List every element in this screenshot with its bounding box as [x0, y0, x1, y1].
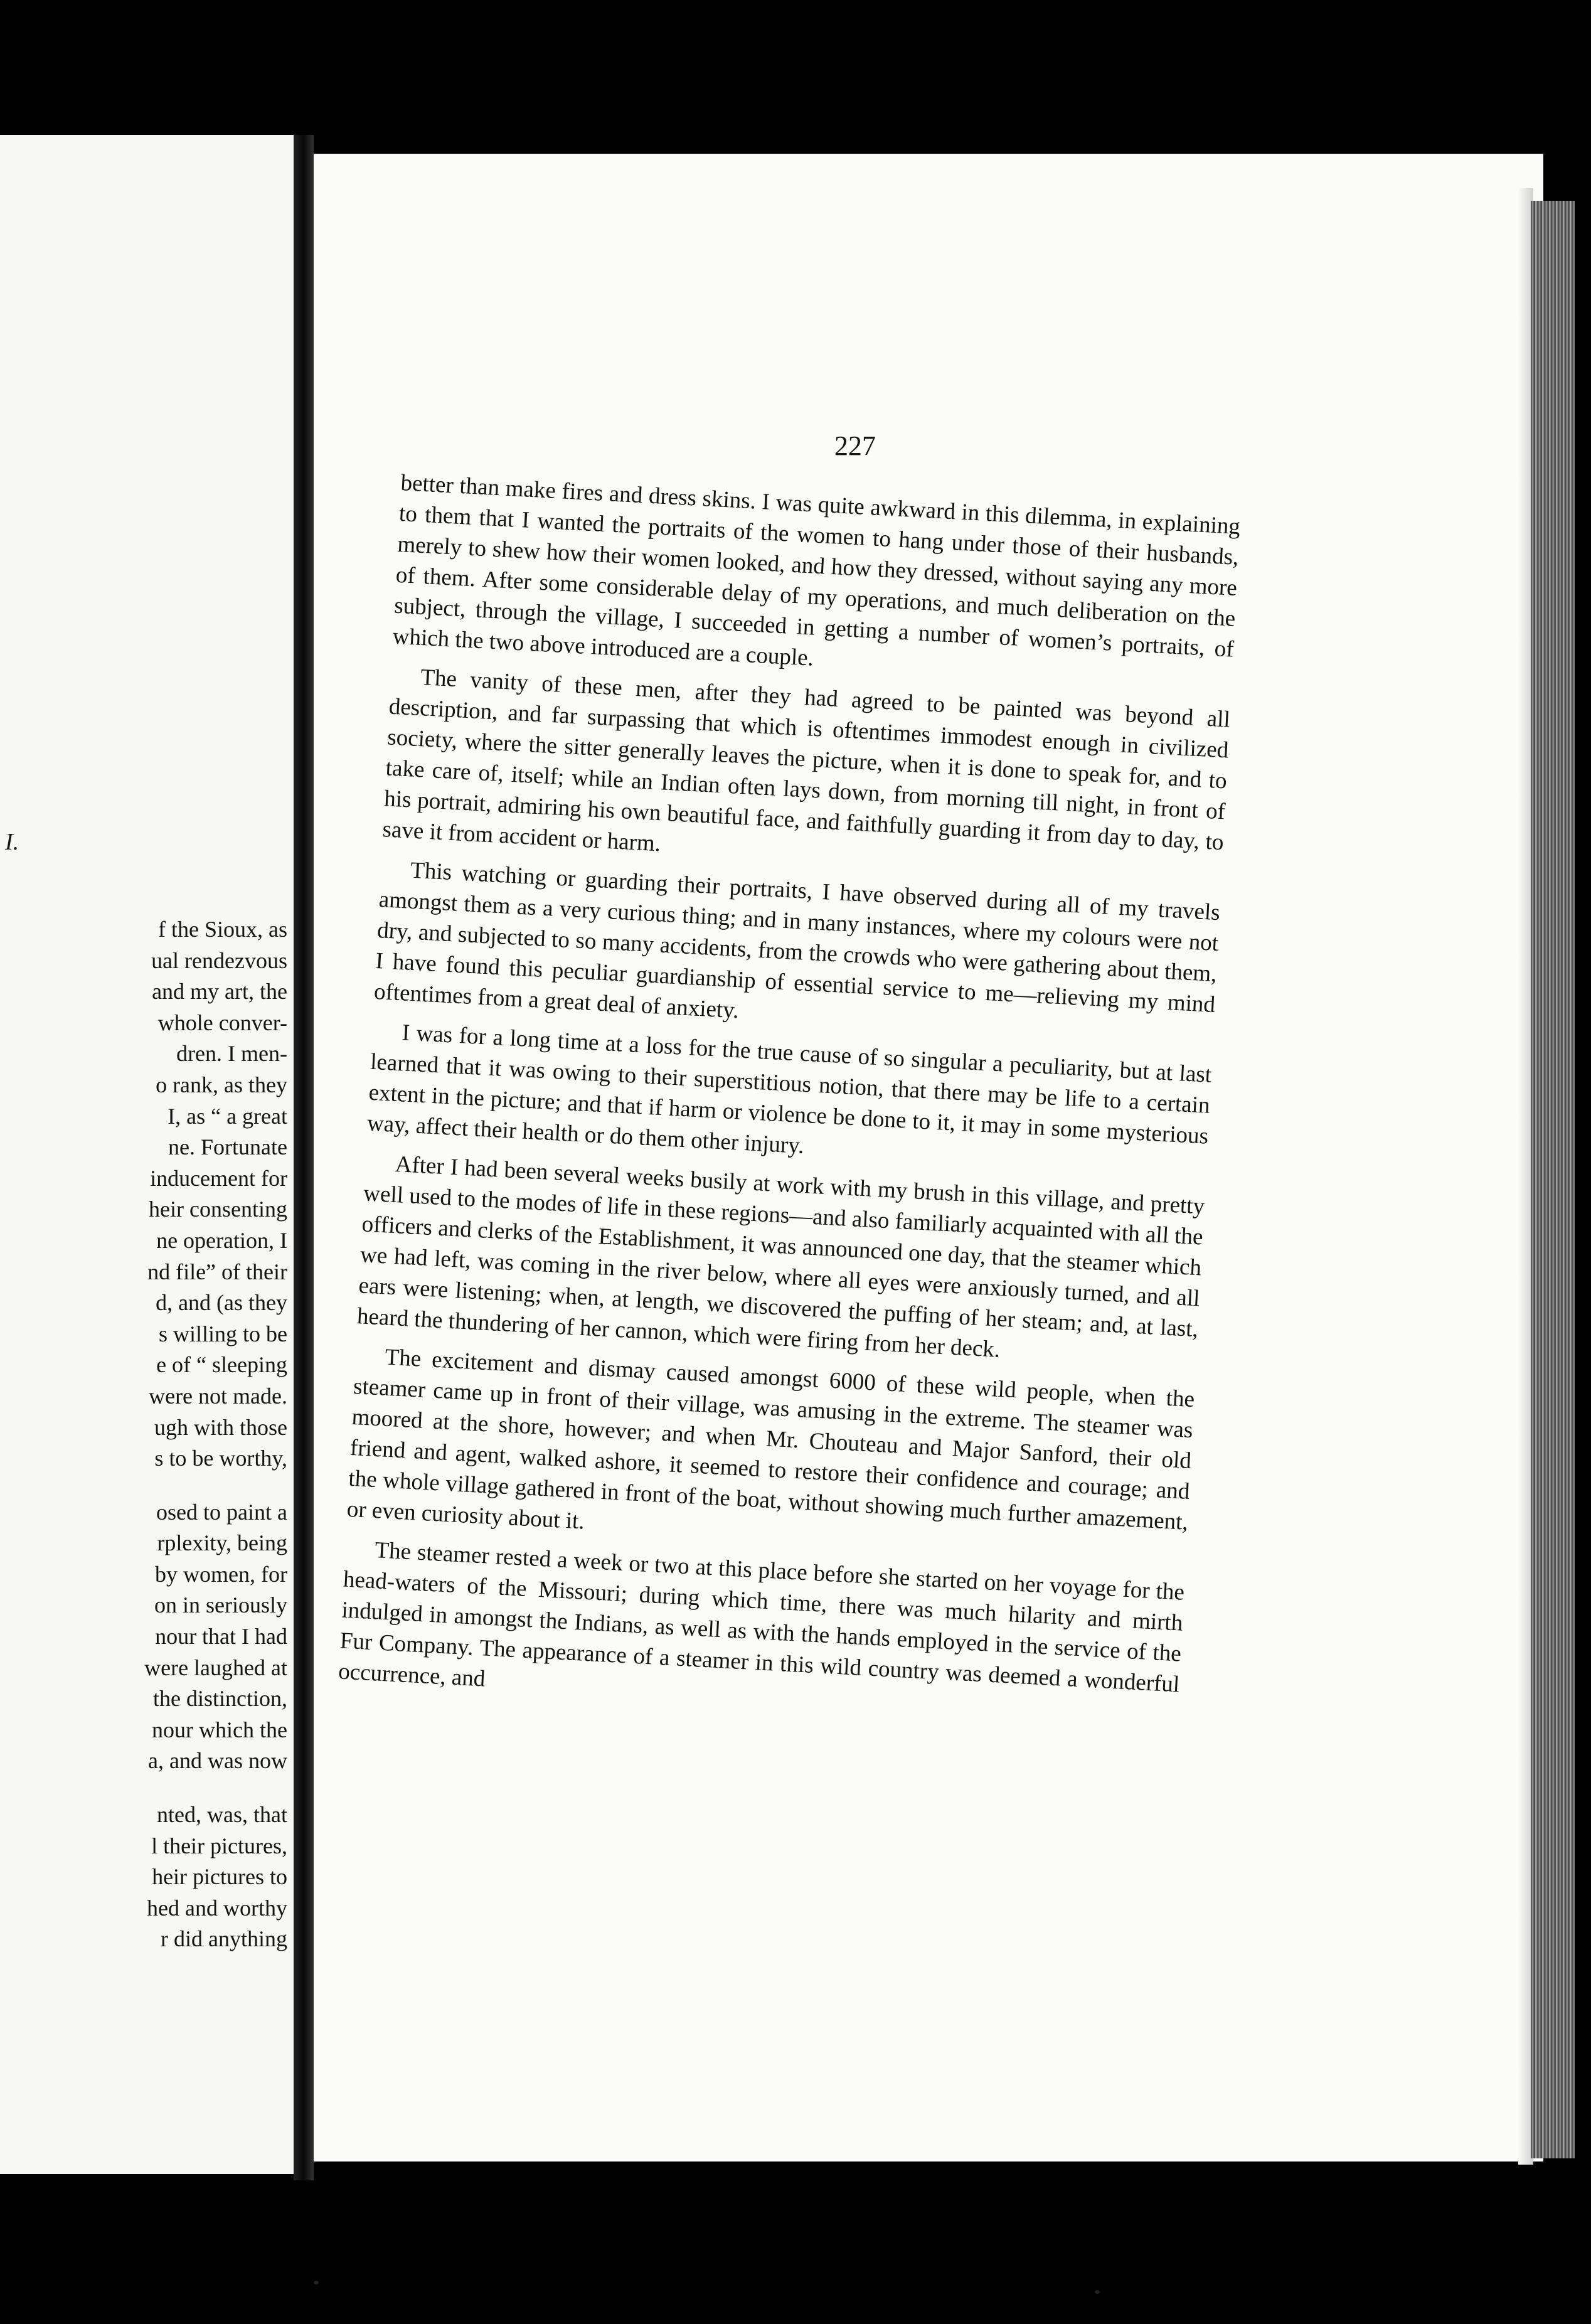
left-page-line: s to be worthy, — [154, 1446, 287, 1471]
left-page-line: ugh with those — [154, 1414, 287, 1440]
left-page-line: s willing to be — [159, 1321, 287, 1346]
paragraph-2: The vanity of these men, after they had agreed to be painted was beyond all description, and far surpassing that which is oftentimes immodest enough in civilized society, where the sitter generally leaves the picture, when it is done to speak for, and to take care of, itself; while an Indian often lays down, from morning till night, in front of his portrait, admiring his own beautiful face, and faithfully guarding it from day to day, to save it from accident or harm. — [381, 664, 1231, 857]
left-page-line: dren. I men- — [176, 1041, 287, 1067]
left-page-line: a, and was now — [148, 1748, 287, 1774]
left-page-line: l their pictures, — [151, 1833, 287, 1858]
left-page-line: were laughed at — [144, 1655, 287, 1680]
body-text — [337, 467, 1241, 1739]
left-page-line: nted, was, that — [157, 1802, 287, 1828]
paragraph-6: The excitement and dismay caused amongst 6000 of these wild people, when the steamer came up in front of their village, was amusing in the extreme. The steamer was moored at the shore, however; and when Mr. Chouteau and Major Sanford, their old friend and agent, walked ashore, it seemed to restore their confidence and courage; and the whole village gathered in front of the boat, without showing much further amazement, or even curiosity about it. — [346, 1344, 1196, 1535]
book-gutter — [294, 135, 314, 2180]
left-page-gap — [5, 1474, 287, 1497]
left-page-line: ne. Fortunate — [168, 1134, 287, 1160]
left-page-line: were not made. — [149, 1383, 287, 1409]
left-page-line: r did anything — [161, 1926, 287, 1952]
left-page-text — [5, 914, 287, 1955]
left-page-marker: I. — [5, 829, 19, 855]
left-page-line: I, as “ a great — [168, 1103, 287, 1129]
left-facing-page — [0, 135, 294, 2174]
left-page-line: d, and (as they — [156, 1290, 287, 1316]
paragraph-5: After I had been several weeks busily at work with my brush in this village, and pretty well used to the modes of life in these regions—and also familiarly acquainted with all the officers and clerks of the Establishment, it was announced one day, that the steamer which we had left, was coming in the river below, where all eyes were anxiously turned, and all ears were listening; when, at length, we discovered the puffing of her steam; and, at last, heard the thundering of her cannon, which were firing from her deck. — [356, 1151, 1206, 1363]
left-page-line: on in seriously — [154, 1592, 287, 1618]
left-page-line: nd file” of their — [147, 1259, 287, 1284]
left-page-line: osed to paint a — [156, 1499, 287, 1525]
left-page-line: heir consenting — [149, 1197, 287, 1222]
left-page-line: by women, for — [155, 1561, 287, 1587]
paragraph-3: This watching or guarding their portraits, I have observed during all of my travels amongst them as a very curious thing; and in many instances, where my colours were not dry, and subjected to so many accidents, from the crowds who were gathering about them, I have found this peculiar guardianship of essential service to me—relieving my mind oftentimes from a great deal of anxiety. — [373, 857, 1221, 1024]
left-page-line: f the Sioux, as — [158, 917, 287, 942]
left-page-line: ual rendezvous — [151, 947, 287, 973]
left-page-line: nour that I had — [155, 1624, 287, 1650]
page-number: 227 — [834, 430, 876, 461]
left-page-line: inducement for — [150, 1165, 287, 1191]
left-page-line: and my art, the — [152, 979, 287, 1005]
left-page-line: the distinction, — [153, 1686, 287, 1712]
paragraph-7: The steamer rested a week or two at this place before she started on her voyage for the head-waters of the Missouri; during which time, there was much hilarity and mirth indulged in amongst the Indians, as well as with the hands employed in the service of the Fur Company. The appearance of a steamer in this wild country was deemed a wonderful occurrence, and — [338, 1537, 1185, 1698]
right-page — [314, 154, 1543, 2161]
left-page-line: rplexity, being — [157, 1530, 287, 1556]
scan-speck — [1095, 2290, 1100, 2294]
left-page-line: hed and worthy — [147, 1895, 287, 1921]
left-page-line: o rank, as they — [156, 1072, 287, 1097]
scan-speck — [314, 2281, 319, 2284]
paragraph-1: better than make fires and dress skins. I was quite awkward in this dilemma, in explaining to them that I wanted the portraits of the women to hang under those of their husbands, merely to shew how their women looked, and how they dressed, without saying any more of them. After some considerable delay of my operations, and much deliberation on the subject, through the village, I succeeded in getting a number of women’s portraits, of which the two above introduced are a couple. — [391, 469, 1241, 671]
paragraph-4: I was for a long time at a loss for the true cause of so singular a peculiarity, but at last learned that it was owing to their superstitious notion, that there may be life to a certain extent in the picture; and that if harm or violence be done to it, it may in some mysterious way, affect their health or do them other injury. — [366, 1020, 1213, 1159]
left-page-line: whole conver- — [157, 1010, 287, 1035]
left-page-gap — [5, 1777, 287, 1799]
left-page-line: ne operation, I — [156, 1227, 287, 1253]
left-page-line: nour which the — [152, 1717, 287, 1742]
page-stack-edge — [1531, 201, 1575, 2158]
left-page-line: e of “ sleeping — [156, 1352, 287, 1378]
left-page-line: heir pictures to — [152, 1864, 287, 1890]
